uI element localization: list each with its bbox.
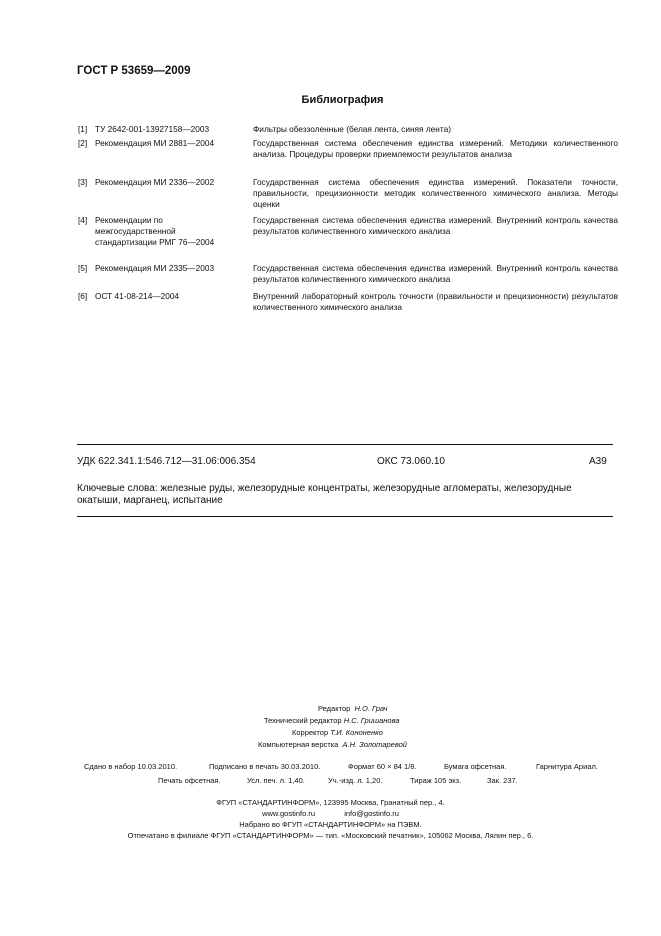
bibliography-entry-3 <box>78 177 618 212</box>
pub-print-sheets: Усл. печ. л. 1,40. <box>247 776 305 785</box>
pub-format: Формат 60 × 84 1/8. <box>348 762 417 771</box>
pub-font: Гарнитура Ариал. <box>536 762 598 771</box>
entry-number: [1] <box>78 124 88 134</box>
oks-code: ОКС 73.060.10 <box>377 456 445 467</box>
tech-editor-credit <box>264 716 400 725</box>
entry-reference: Рекомендация МИ 2335—2003 <box>95 263 215 273</box>
pub-typeset-date: Сдано в набор 10.03.2010. <box>84 762 178 771</box>
bibliography-entry-4 <box>78 215 618 260</box>
entry-description: Государственная система обеспечения единства измерений. Методики количественного анализа. Процедуры проверки приемлемости результатов анализа <box>253 138 618 159</box>
top-divider <box>77 444 613 445</box>
bibliography-title: Библиография <box>301 94 384 106</box>
entry-number: [4] <box>78 215 88 225</box>
pub-circulation: Тираж 105 экз. <box>410 776 462 785</box>
bibliography-entry-5 <box>78 263 618 287</box>
bibliography-entry-6 <box>78 291 618 315</box>
layout-credit <box>258 740 407 749</box>
publisher-contacts <box>0 808 661 819</box>
editor-credit <box>318 704 387 713</box>
entry-reference: Рекомендации по межгосударственной стандартизации РМГ 76—2004 <box>95 215 215 247</box>
entry-reference: Рекомендация МИ 2881—2004 <box>95 138 215 148</box>
tech-editor-name: Н.С. Гришанова <box>343 716 400 725</box>
tech-editor-label: Технический редактор <box>264 716 342 725</box>
editor-label: Редактор <box>318 704 351 713</box>
typeset-note: Набрано во ФГУП «СТАНДАРТИНФОРМ» на ПЭВМ. <box>239 820 422 829</box>
publisher-email: info@gostinfo.ru <box>344 809 399 818</box>
entry-number: [5] <box>78 263 88 273</box>
entry-description: Государственная система обеспечения единства измерений. Внутренний контроль качества результатов количественного химического анализа <box>253 263 618 284</box>
pub-publisher-sheets: Уч.-изд. л. 1,20. <box>328 776 383 785</box>
corrector-name: Т.И. Кононенко <box>330 728 383 737</box>
corrector-label: Корректор <box>292 728 329 737</box>
printed-note: Отпечатано в филиале ФГУП «СТАНДАРТИНФОРМ» — тип. «Московский печатник», 105062 Москва, Лялин пер., 6. <box>127 831 534 840</box>
entry-reference: ТУ 2642-001-13927158—2003 <box>95 124 210 134</box>
layout-name: А.Н. Золотаревой <box>342 740 407 749</box>
entry-number: [2] <box>78 138 88 148</box>
publisher-site: www.gostinfo.ru <box>262 809 316 818</box>
entry-description: Внутренний лабораторный контроль точности (правильности и прецизионности) результатов количественного химического анализа <box>253 291 618 312</box>
pub-order: Зак. 237. <box>487 776 518 785</box>
bibliography-entry-1 <box>78 124 618 136</box>
pub-signed-date: Подписано в печать 30.03.2010. <box>209 762 321 771</box>
entry-reference: Рекомендация МИ 2336—2002 <box>95 177 215 187</box>
editor-name: Н.О. Грач <box>354 704 388 713</box>
udc-code: УДК 622.341.1:546.712—31.06:006.354 <box>77 456 256 467</box>
entry-description: Фильтры обеззоленные (белая лента, синяя лента) <box>253 124 451 134</box>
entry-number: [6] <box>78 291 88 301</box>
entry-number: [3] <box>78 177 88 187</box>
pub-printing: Печать офсетная. <box>158 776 221 785</box>
entry-description: Государственная система обеспечения единства измерений. Внутренний контроль качества результатов количественного химического анализа <box>253 215 618 236</box>
keywords: Ключевые слова: железные руды, железорудные концентраты, железорудные агломераты, железорудные окатыши, марганец, испытание <box>77 483 572 506</box>
group-code: А39 <box>589 456 607 467</box>
publisher-address: ФГУП «СТАНДАРТИНФОРМ», 123995 Москва, Гранатный пер., 4. <box>216 798 445 807</box>
entry-reference: ОСТ 41-08-214—2004 <box>95 291 180 301</box>
pub-paper: Бумага офсетная. <box>444 762 507 771</box>
bottom-divider <box>77 516 613 517</box>
entry-description: Государственная система обеспечения единства измерений. Показатели точности, правильности, прецизионности методик количественного химического анализа. Методы оценки <box>253 177 618 209</box>
layout-label: Компьютерная верстка <box>258 740 339 749</box>
corrector-credit <box>292 728 383 737</box>
document-code: ГОСТ Р 53659—2009 <box>77 65 191 77</box>
bibliography-entry-2 <box>78 138 618 173</box>
